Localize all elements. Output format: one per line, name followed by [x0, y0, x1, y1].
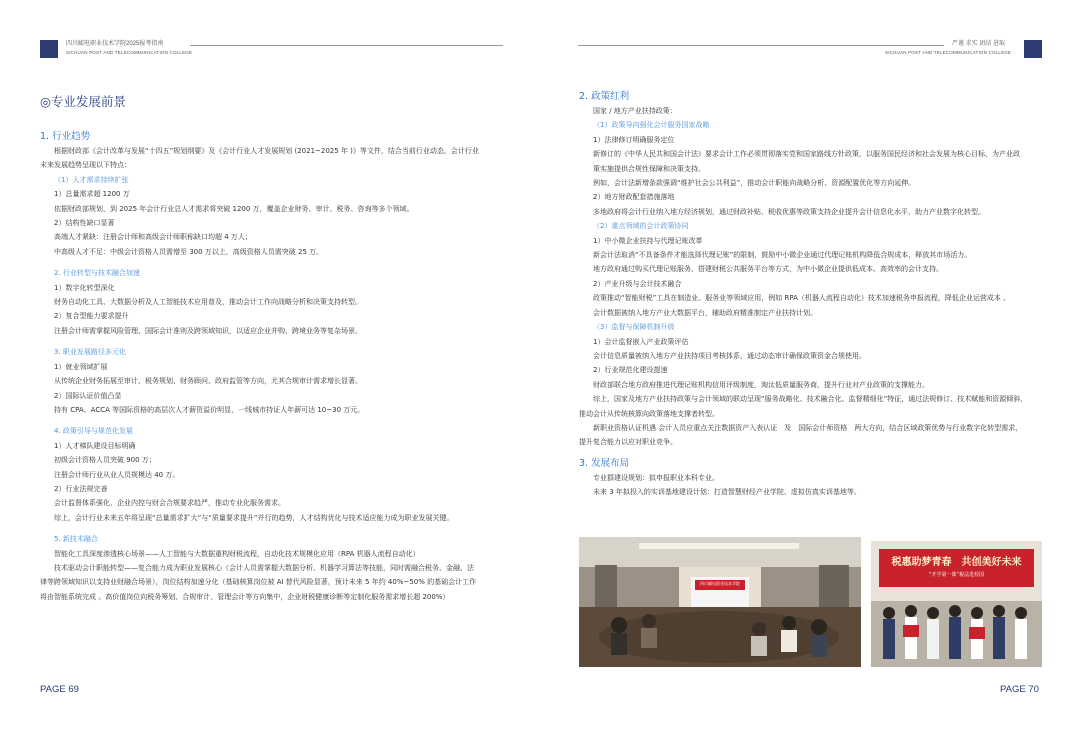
classroom-photo-illustration: [579, 537, 861, 667]
paragraph: 2）行业规范化建设提速: [593, 366, 668, 375]
paragraph: 会计信息质量被纳入地方产业扶持项目考核体系，通过动态审计确保政策资金合规使用。: [593, 351, 866, 360]
paragraph: 1）总量需求超 1200 万: [54, 190, 130, 199]
paragraph: 政策推动“智能财税”工具在制造业、服务业等领域应用，例如 RPA（机器人流程自动化）技术加速税务申报流程，降低企业运营成本 。: [593, 294, 1011, 303]
paragraph: 新会计法取消“不具备条件才能选择代理记账”的限制，鼓励中小微企业通过代理记账机构降低合规成本，释放其市场活力。: [593, 251, 972, 260]
heading-industry-trend: 1. 行业趋势: [40, 131, 91, 142]
paragraph: 技术驱动会计职能转型——复合能力成为职业发展核心（会计人员需掌握大数据分析、机器学习算法等技能，同时需融合税务、金融、法: [54, 563, 474, 572]
paragraph: 从传统企业财务拓展至审计、税务规划、财务顾问、政府监管等方向，尤其合规审计需求增长显著。: [54, 377, 362, 386]
header-title: 四川邮电职业技术学院2025报考指南: [66, 41, 164, 47]
paragraph: 策实施提供合规性保障和决策支持。: [593, 164, 705, 173]
paragraph: 1）人才梯队建设目标明确: [54, 441, 136, 450]
paragraph: 新职业资格认证机遇 会计人员应重点关注数据资产入表认证 及 国际会计师资格 两大方向，结合区域政策优势与行业数字化转型需求，: [593, 423, 1023, 432]
subheading: 4. 政策引导与规范化发展: [54, 427, 133, 436]
paragraph: 综上，会计行业未来五年将呈现“总量需求扩大”与“质量要求提升”并行的趋势，人才结构优化与技术适应能力成为职业发展关键。: [54, 513, 454, 522]
paragraph: 1）数字化转型深化: [54, 283, 115, 292]
subheading: （3）监督与保障机制升级: [593, 323, 675, 332]
subheading: （1）政策导向强化会计服务国家战略: [593, 121, 710, 130]
paragraph: 财务自动化工具、大数据分析及人工智能技术应用普及，推动会计工作向战略分析和决策支持转型。: [54, 298, 362, 307]
subheading: 3. 职业发展路径多元化: [54, 348, 126, 357]
page-number: PAGE 69: [40, 684, 79, 695]
header-divider: [578, 45, 944, 46]
subheading: （1）人才需求持续扩张: [54, 175, 129, 184]
paragraph: 地方政府通过购买代理记账服务、搭建财税公共服务平台等方式，为中小微企业提供低成本、高效率的会计支持。: [593, 265, 943, 274]
left-body: [40, 130, 479, 604]
paragraph: 高端人才紧缺：注册会计师和高级会计师职称缺口均超 4 万人；: [54, 233, 252, 242]
paragraph: 2）结构性缺口显著: [54, 219, 115, 228]
paragraph: 多地政府将会计行业纳入地方经济规划，通过财政补贴、税收优惠等政策支持企业提升会计信息化水平，助力产业数字化转型。: [593, 207, 985, 216]
subheading: 2. 行业转型与技术融合加速: [54, 269, 140, 278]
paragraph: 1）就业领域扩展: [54, 362, 108, 371]
paragraph: 推动会计从传统核算向政策落地支撑者转型。: [579, 409, 719, 418]
paragraph: 将由智能系统完成 。高价值岗位向税务筹划、合规审计、管理会计等方向集中，企业财税健康诊断等定制化服务需求增长超 200%）: [40, 592, 450, 601]
paragraph: 2）产业升级与会计技术融合: [593, 279, 682, 288]
paragraph: 中高级人才不足：中级会计资格人员需增至 300 万以上，高级资格人员需突破 25 万。: [54, 247, 324, 256]
banner-sub-text: “开学第一课”税法进校园: [928, 572, 985, 578]
subheading: （2）重点领域的会计政策协同: [593, 222, 689, 231]
page-title: ◎专业发展前景: [40, 94, 126, 109]
paragraph: 依据财政部规划，到 2025 年会计行业总人才需求将突破 1200 万，覆盖企业财务、审计、税务、咨询等多个领域。: [54, 204, 414, 213]
paragraph: 智能化工具深度渗透核心场景——人工智能与大数据重构财税流程，自动化技术规模化应用（RPA 机器人流程自动化）: [54, 549, 420, 558]
paragraph: 综上，国家及地方产业扶持政策与会计领域的联动呈现“服务战略化、技术融合化、监督精细化”特征，通过法规修订、技术赋能和资源倾斜，: [593, 395, 1028, 404]
header-logo-square: [1024, 40, 1042, 58]
paragraph: 提升复合能力以应对职业竞争。: [579, 438, 677, 447]
paragraph: 2）行业法规完善: [54, 484, 108, 493]
paragraph: 会计数据被纳入地方产业大数据平台，辅助政府精准制定产业扶持计划。: [593, 308, 817, 317]
right-page: [540, 0, 1080, 733]
heading-layout: 3. 发展布局: [579, 457, 630, 469]
screen-title: 四川邮电职业技术学院: [700, 581, 740, 586]
paragraph: 初级会计资格人员突破 900 万；: [54, 456, 156, 465]
paragraph: 注册会计师需掌握风险管理、国际会计准则及跨领域知识，以适应企业并购、跨境业务等复杂场景。: [54, 326, 362, 335]
paragraph: 未来 3 年拟投入的实训基地建设计划：打造智慧财经产业学院、虚拟仿真实训基地等。: [593, 488, 861, 497]
paragraph: 注册会计师行业从业人员规模达 40 万。: [54, 470, 180, 479]
paragraph: 2）地方财政配套措施落地: [593, 193, 675, 202]
subheading: 5. 新技术融合: [54, 535, 98, 544]
paragraph: 财政部联合地方政府推进代理记账机构信用评级制度，淘汰低质量服务商，提升行业对产业政策的支撑能力。: [593, 380, 929, 389]
paragraph: 未来发展趋势呈现以下特点：: [40, 161, 131, 170]
header-logo-square: [40, 40, 58, 58]
header-divider: [190, 45, 503, 46]
classroom-photo: [579, 537, 861, 667]
paragraph: 例如，会计法新增条款强调“维护社会公共利益”，推动会计职能向战略分析、资源配置优化等方向延伸。: [593, 179, 916, 188]
right-body: [579, 90, 1027, 500]
paragraph: 国家 / 地方产业扶持政策：: [593, 107, 677, 115]
paragraph: 2）复合型能力要求提升: [54, 312, 129, 321]
paragraph: 1）法律修订明确服务定位: [593, 135, 675, 144]
paragraph: 律等跨领域知识以支持业财融合场景），岗位结构加速分化（基础核算岗位被 AI 替代风险显著，预计未来 5 年约 40%~50% 的基础会计工作: [40, 578, 477, 587]
header-slogan: 严谨 求实 团结 进取: [952, 41, 1006, 47]
paragraph: 专业群建设规划：拟申报职业本科专业。: [593, 473, 719, 482]
heading-policy: 2. 政策红利: [579, 91, 630, 102]
paragraph: 持有 CPA、ACCA 等国际资格的高层次人才薪资溢价明显，一线城市持证人年薪可达 10~30 万元。: [54, 405, 365, 414]
paragraph: 1）中小微企业扶持与代理记账改革: [593, 236, 703, 245]
banner-main-text: 税惠助梦青春 共创美好未来: [891, 557, 1022, 568]
group-photo: [871, 541, 1042, 667]
page-number: PAGE 70: [1000, 684, 1039, 695]
paragraph: 根据财政部《会计改革与发展“十四五”规划纲要》及《会计行业人才发展规划 (2021~2025 年 )》等文件，结合当前行业动态，会计行业: [54, 147, 479, 155]
paragraph: 新修订的《中华人民共和国会计法》要求会计工作必须贯彻落实党和国家路线方针政策，以服务国民经济和社会发展为核心目标，为产业政: [593, 150, 1020, 159]
header-subtitle: SICHUAN POST AND TELECOMMUNICATION COLLEGE: [66, 50, 193, 55]
header-subtitle: SICHUAN POST AND TELECOMMUNICATION COLLEGE: [885, 50, 1012, 55]
paragraph: 2）国际认证价值凸显: [54, 391, 122, 400]
paragraph: 会计监督体系强化，企业内控与财会合规要求趋严，推动专业化服务需求。: [54, 499, 285, 508]
paragraph: 1）会计监督嵌入产业政策评估: [593, 337, 689, 346]
